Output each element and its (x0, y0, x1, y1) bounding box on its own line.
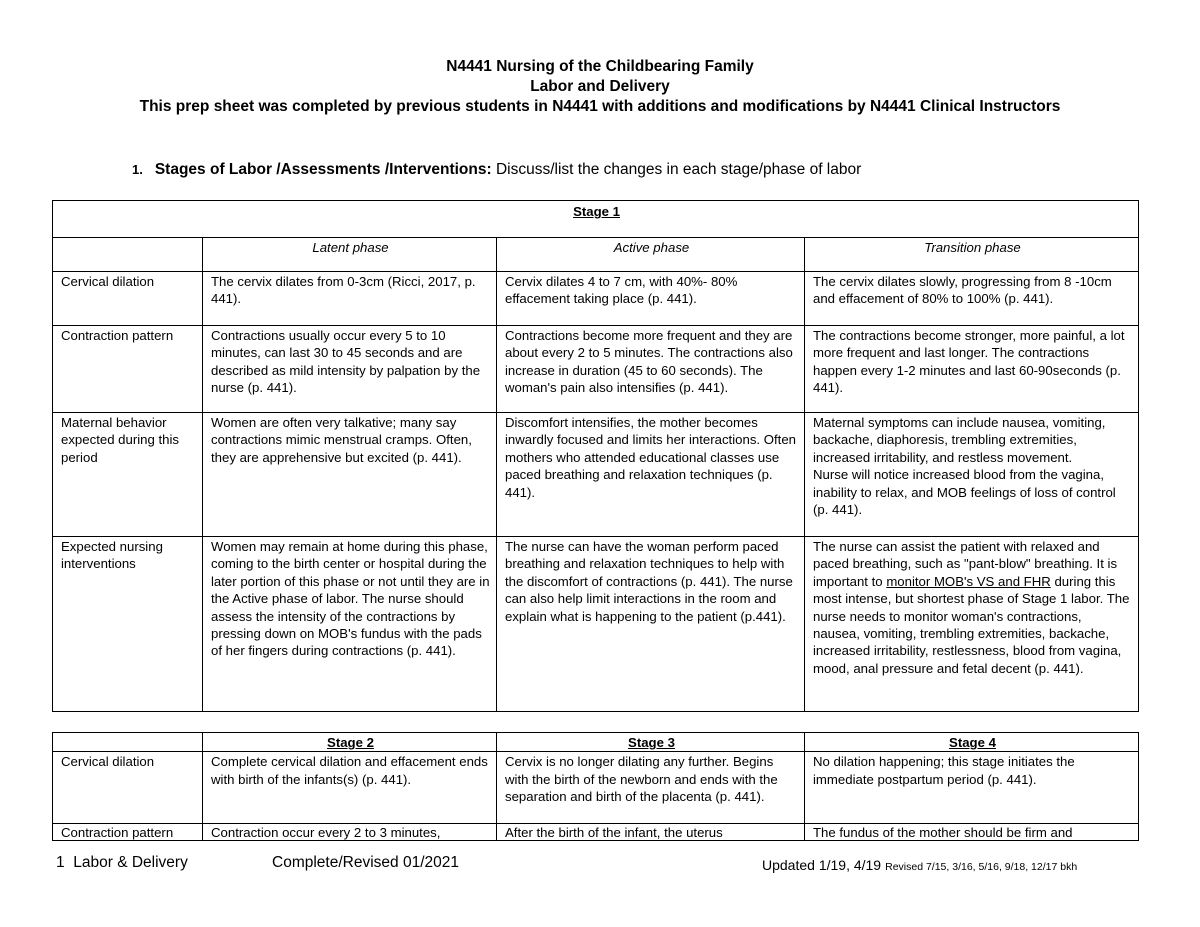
active-cell: Discomfort intensifies, the mother becomes inwardly focused and limits her interactions. Often mothers who attended educational classes use paced breathing and relaxation techniques (p. 441). (497, 413, 805, 537)
active-cell: Cervix dilates 4 to 7 cm, with 40%- 80% effacement taking place (p. 441). (497, 272, 805, 326)
table-row (53, 824, 1139, 841)
course-title: N4441 Nursing of the Childbearing Family (446, 58, 754, 75)
document-header (0, 57, 1200, 117)
phase-header-row (53, 238, 1139, 272)
latent-phase-header: Latent phase (203, 238, 497, 272)
row-label: Maternal behavior expected during this period (53, 413, 203, 537)
latent-cell: Women are often very talkative; many say contractions mimic menstrual cramps. Often, they are apprehensive but excited (p. 441). (203, 413, 497, 537)
stage-header-row (53, 733, 1139, 752)
row-label: Cervical dilation (53, 272, 203, 326)
stage2-cell: Contraction occur every 2 to 3 minutes, (203, 824, 497, 841)
row-label: Contraction pattern (53, 326, 203, 413)
row-label: Cervical dilation (53, 752, 203, 824)
footer-page (56, 854, 188, 872)
stage3-cell: After the birth of the infant, the uterus (497, 824, 805, 841)
latent-cell: The cervix dilates from 0-3cm (Ricci, 2017, p. 441). (203, 272, 497, 326)
transition-text-a: The nurse can assist the patient with relaxed and paced breathing, such as "pant-blow" breathing. It is important to (813, 539, 1118, 589)
row-label: Contraction pattern (53, 824, 203, 841)
row-label: Expected nursing interventions (53, 537, 203, 712)
active-cell: Contractions become more frequent and they are about every 2 to 5 minutes. The contractions also increase in duration (45 to 60 seconds). The woman's pain also intensifies (p. 441). (497, 326, 805, 413)
latent-cell: Women may remain at home during this phase, coming to the birth center or hospital during the later portion of this phase or not until they are in the Active phase of labor. The nurse should assess the intensity of the contractions by pressing down on MOB's fundus with the pads of her fingers during contractions (p. 441). (203, 537, 497, 712)
stage2-cell: Complete cervical dilation and effacement ends with birth of the infants(s) (p. 441). (203, 752, 497, 824)
footer-updated (762, 857, 1077, 873)
active-cell: The nurse can have the woman perform paced breathing and relaxation techniques to help with the discomfort of contractions (p. 441). The nurse can also help limit interactions in the room and explain what is happening to the patient (p.441). (497, 537, 805, 712)
section-heading (132, 161, 861, 179)
document-description: This prep sheet was completed by previous students in N4441 with additions and modifications by N4441 Clinical Instructors (139, 98, 1061, 115)
section-subtitle: Discuss/list the changes in each stage/phase of labor (491, 161, 862, 178)
stage1-title: Stage 1 (53, 201, 1139, 238)
table-row (53, 326, 1139, 413)
transition-text-b: during this most intense, but shortest phase of Stage 1 labor. The nurse needs to monitor woman's contractions, nausea, vomiting, trembling extremities, backache, increased irritability, restlessness, blood from vagina, mood, anal pressure and fetal decent (p. 441). (813, 573, 1130, 676)
table-row (53, 537, 1139, 712)
empty-cell (53, 733, 203, 752)
page-number: 1 (56, 854, 65, 871)
stage1-table (52, 200, 1139, 712)
transition-text-a: Maternal symptoms can include nausea, vomiting, backache, diaphoresis, trembling extremities, increased irritability, and restless movement. (813, 415, 1106, 465)
section-number: 1. (132, 162, 143, 177)
stage4-header: Stage 4 (805, 733, 1139, 752)
footer-status: Complete/Revised 01/2021 (272, 854, 459, 871)
table-row (53, 752, 1139, 824)
stage2-header: Stage 2 (203, 733, 497, 752)
latent-cell: Contractions usually occur every 5 to 10 minutes, can last 30 to 45 seconds and are described as mild intensity by palpation by the nurse (p. 441). (203, 326, 497, 413)
document-title: Labor and Delivery (530, 78, 670, 95)
stage3-header: Stage 3 (497, 733, 805, 752)
empty-cell (53, 238, 203, 272)
transition-phase-header: Transition phase (805, 238, 1139, 272)
transition-text-b: Nurse will notice increased blood from the vagina, inability to relax, and MOB feelings of loss of control (p. 441). (813, 467, 1116, 518)
transition-cell (805, 537, 1139, 712)
footer-title: Labor & Delivery (73, 854, 188, 871)
transition-cell: The contractions become stronger, more painful, a lot more frequent and last longer. The contractions happen every 1-2 minutes and last 60-90seconds (p. 441). (805, 326, 1139, 413)
transition-cell (805, 413, 1139, 537)
active-phase-header: Active phase (497, 238, 805, 272)
section-title: Stages of Labor /Assessments /Interventions: (154, 161, 492, 178)
stage4-cell: No dilation happening; this stage initiates the immediate postpartum period (p. 441). (805, 752, 1139, 824)
updated-text: Updated 1/19, 4/19 (762, 857, 882, 873)
stage4-cell: The fundus of the mother should be firm and (805, 824, 1139, 841)
stage3-cell: Cervix is no longer dilating any further. Begins with the birth of the newborn and ends with the separation and birth of the placenta (p. 441). (497, 752, 805, 824)
revised-text: Revised 7/15, 3/16, 5/16, 9/18, 12/17 bkh (885, 861, 1078, 873)
transition-cell: The cervix dilates slowly, progressing from 8 -10cm and effacement of 80% to 100% (p. 441). (805, 272, 1139, 326)
underlined-text: monitor MOB's VS and FHR (886, 573, 1051, 589)
table-row (53, 272, 1139, 326)
stage1-header-row (53, 201, 1139, 238)
table-row (53, 413, 1139, 537)
stages-2-4-table (52, 732, 1139, 841)
